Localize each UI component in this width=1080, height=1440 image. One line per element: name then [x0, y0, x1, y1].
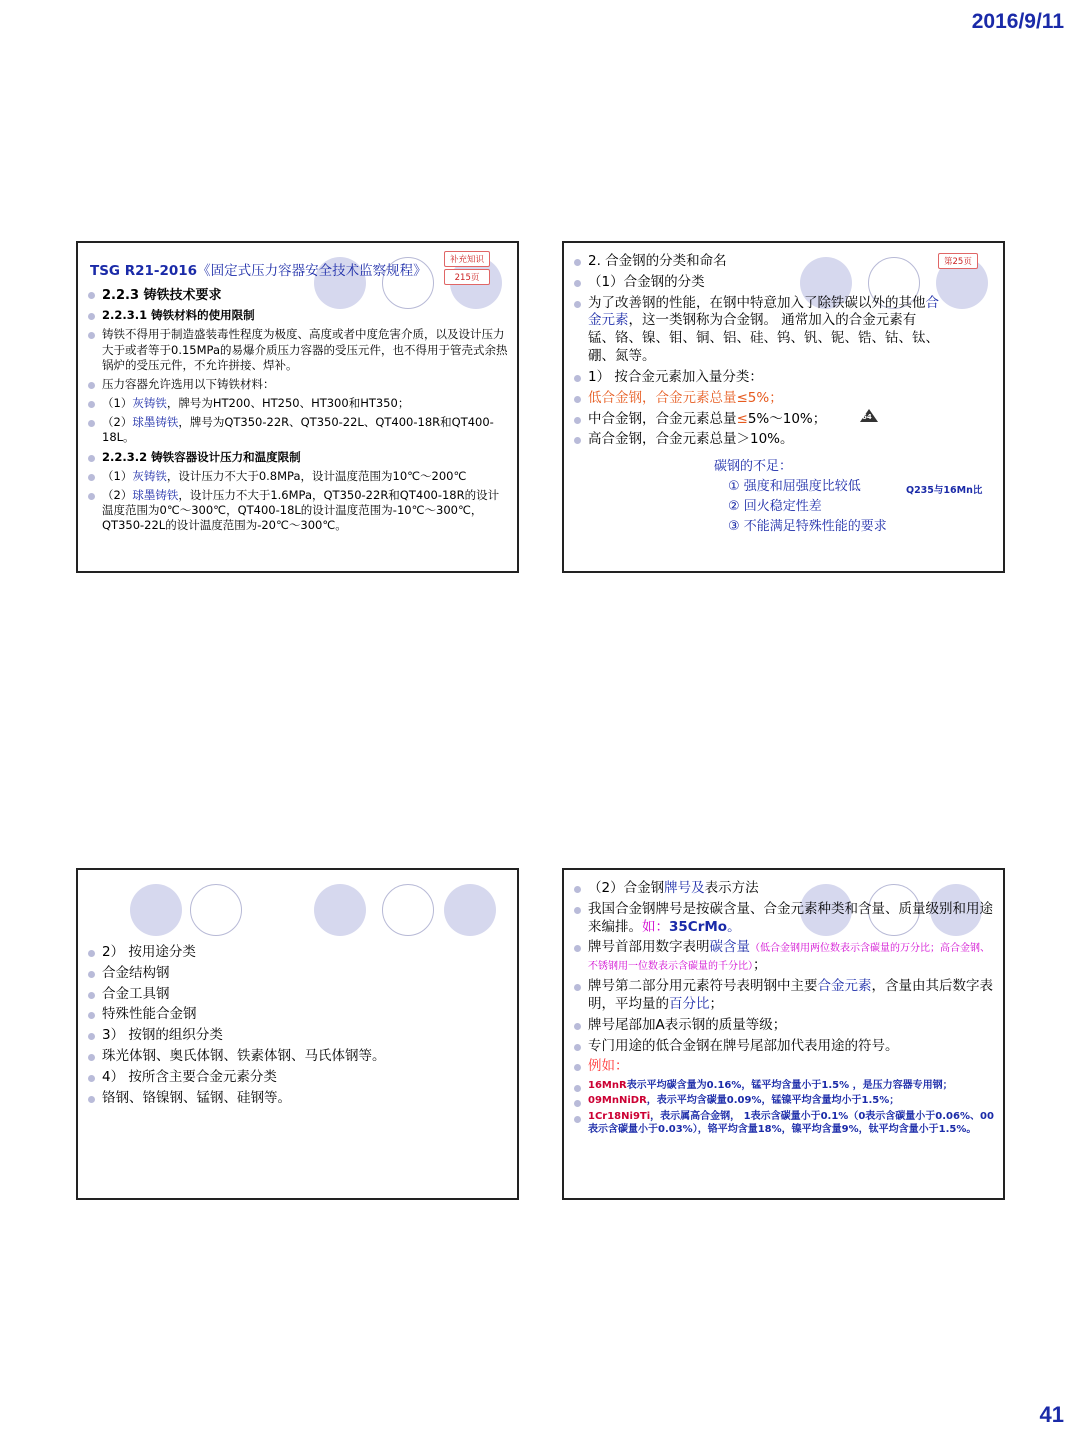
highlight-term: 百分比	[669, 995, 710, 1012]
text-run: 中合金钢，合金元素总量	[588, 410, 737, 427]
bullet-item	[86, 287, 509, 304]
highlight-term: 牌号及	[664, 880, 705, 896]
deco-circle	[190, 884, 242, 936]
example-item	[572, 1094, 995, 1107]
bullet-item	[572, 978, 995, 1014]
slide-body	[572, 253, 943, 452]
text-run: （1）	[102, 468, 133, 483]
slide-grade-naming	[562, 868, 1005, 1200]
example-label: 如：	[642, 918, 669, 935]
text-run: ，牌号为HT200、HT250、HT300和HT350；	[166, 396, 410, 411]
bullet-item	[86, 944, 509, 962]
example-item	[572, 1110, 995, 1136]
highlight-term: 合金元素	[588, 294, 939, 329]
example-code: 16MnR	[588, 1080, 627, 1092]
bullet-item	[86, 1069, 509, 1087]
text-run: 。	[727, 918, 741, 935]
bullet-item	[572, 390, 943, 408]
text-run: ；	[753, 957, 767, 974]
date-header: 2016/9/11	[971, 10, 1064, 33]
stamp-page: 第25页	[938, 253, 978, 269]
text-run: 表示平均碳含量为0.16%，锰平均含量小于1.5% ，是压力容器专用钢；	[626, 1080, 953, 1092]
bullet-item	[86, 1006, 509, 1024]
slide-title: TSG R21-2016《固定式压力容器安全技术监察规程》	[90, 263, 427, 279]
text-run: 珠光体钢、奥氏体钢、铁素体钢、马氏体钢等。	[102, 1048, 386, 1065]
text-run: ，表示平均含碳量0.09%，锰镍平均含量均小于1.5%；	[646, 1095, 900, 1107]
highlight-term: 灰铸铁	[132, 468, 167, 483]
text-run: （1）合金钢的分类	[588, 273, 705, 290]
text-run: 铸铁不得用于制造盛装毒性程度为极度、高度或者中度危害介质，以及设计压力大于或者等于0.15MPa的易爆介质压力容器的受压元件，也不得用于管壳式余热锅炉的受压元件，不允许拼接、焊补。	[102, 327, 508, 372]
bullet-item	[572, 1038, 995, 1056]
text-run: （2）	[102, 415, 133, 430]
bullet-item	[86, 1090, 509, 1108]
example-code: 09MnNiDR	[588, 1095, 647, 1107]
deco-circle	[444, 884, 496, 936]
page-number: 41	[1039, 1402, 1064, 1427]
text-run: ；	[709, 995, 723, 1012]
highlight-term: 合金元素	[817, 978, 872, 995]
text-run: 为了改善钢的性能，在钢中特意加入了除铁碳以外的其他	[588, 294, 926, 311]
example-code: 1Cr18Ni9Ti	[588, 1110, 651, 1122]
note-item: ③ 不能满足特殊性能的要求	[728, 519, 887, 535]
bullet-item	[572, 253, 943, 271]
text-run: 压力容器允许选用以下铸铁材料：	[102, 376, 275, 391]
bullet-item	[572, 431, 943, 449]
page-stamp	[938, 253, 978, 269]
bullet-item	[86, 965, 509, 983]
slide-alloy-classification	[562, 241, 1005, 573]
slide-cast-iron	[76, 241, 519, 573]
bullet-item	[86, 1027, 509, 1045]
bullet-item	[86, 377, 509, 392]
note-title: 碳钢的不足：	[714, 459, 793, 474]
highlight-term: 碳含量	[709, 939, 750, 956]
bullet-item	[86, 327, 509, 373]
text-run: 低合金钢，合金元素总量≤5%；	[588, 389, 783, 406]
highlight-term: 球墨铸铁	[132, 487, 179, 502]
note-item: ① 强度和屈强度比较低	[728, 479, 861, 495]
text-run: 专门用途的低合金钢在牌号尾部加代表用途的符号。	[588, 1037, 899, 1054]
text-run: 3） 按钢的组织分类	[102, 1027, 223, 1044]
bullet-item	[572, 295, 943, 366]
bullet-item	[86, 488, 509, 534]
text-run: 牌号第二部分用元素符号表明钢中主要	[588, 978, 818, 995]
text-run: 铬钢、铬镍钢、锰钢、硅钢等。	[102, 1089, 291, 1106]
note-item: ② 回火稳定性差	[728, 499, 822, 515]
stamp-label: 补充知识	[444, 251, 490, 267]
bullet-item	[572, 1058, 995, 1076]
bullet-item	[572, 369, 943, 387]
text-run: 合金工具钢	[102, 985, 170, 1002]
text-run: 牌号尾部加A表示钢的质量等级；	[588, 1016, 787, 1033]
example-code: 35CrMo	[669, 918, 728, 935]
deco-circle	[382, 884, 434, 936]
note-side: Q235与16Mn比	[906, 485, 983, 496]
bullet-item	[572, 1017, 995, 1035]
text-run: ，这一类钢称为合金钢。 通常加入的合金元素有锰、铬、镍、钼、铜、铝、硅、钨、钒、铌、锆、钴、钛、硼、氮等。	[588, 312, 939, 365]
bullet-item	[86, 469, 509, 484]
bullet-item	[572, 901, 995, 937]
text-run: ，设计压力不大于1.6MPa，QT350-22R和QT400-18R的设计温度范围为0℃～300℃，QT400-18L的设计温度范围为-10℃～300℃，QT350-22L的设计温度范围为-20℃～300℃。	[102, 487, 500, 533]
text-run: 2.2.3 铸铁技术要求	[102, 288, 222, 303]
bullet-item	[86, 415, 509, 445]
text-run: ，含量由其后数字表明，平均量的	[588, 978, 993, 1012]
text-run: 特殊性能合金钢	[102, 1006, 197, 1023]
bullet-item	[572, 880, 995, 898]
slide-body	[86, 944, 509, 1111]
small-note: （低合金钢用两位数表示含碳量的万分比；高合金钢、不锈钢用一位数表示含碳量的千分比）	[588, 943, 990, 973]
text-run: 牌号首部用数字表明	[588, 939, 710, 956]
text-run: 4） 按所含主要合金元素分类	[102, 1068, 277, 1085]
slide-usage-classification	[76, 868, 519, 1200]
highlight-term: 球墨铸铁	[132, 415, 179, 430]
deco-circle	[130, 884, 182, 936]
deco-circle	[314, 884, 366, 936]
slide-body	[572, 880, 995, 1138]
bullet-item	[86, 986, 509, 1004]
bullet-item	[86, 1048, 509, 1066]
carbon-steel-note	[714, 457, 887, 538]
text-run: 我国合金钢牌号是按碳含量、合金元素种类和含量、质量级别和用途来编排。	[588, 900, 993, 935]
text-run: 5%～10%；	[747, 410, 827, 427]
stamp-page: 215页	[444, 269, 490, 285]
triangle-label: 64	[862, 413, 872, 421]
bullet-item	[572, 411, 943, 429]
text-run: 高合金钢，合金元素总量＞10%。	[588, 431, 794, 448]
bullet-item	[572, 939, 995, 975]
bullet-item	[86, 308, 509, 323]
highlight-term: ≤	[736, 410, 748, 427]
bullet-item	[86, 396, 509, 411]
text-run: 2.2.3.1 铸铁材料的使用限制	[102, 308, 255, 323]
text-run: 2. 合金钢的分类和命名	[588, 253, 727, 269]
text-run: ，牌号为QT350-22R、QT350-22L、QT400-18R和QT400-18L。	[102, 415, 494, 445]
text-run: ，设计压力不大于0.8MPa，设计温度范围为10℃～200℃	[166, 468, 467, 483]
bullet-item	[86, 450, 509, 465]
text-run: 2） 按用途分类	[102, 944, 196, 960]
text-run: 表示方法	[704, 880, 759, 896]
bullet-item	[572, 274, 943, 292]
highlight-term: 灰铸铁	[132, 396, 167, 411]
text-run: （2）	[102, 487, 133, 502]
text-run: ，表示属高合金钢， 1表示含碳量小于0.1%（0表示含碳量小于0.06%、00表示含碳量小于0.03%），铬平均含量18%，镍平均含量9%，钛平均含量小于1.5%。	[588, 1110, 994, 1135]
text-run: （1）	[102, 396, 133, 411]
supplement-stamp	[444, 251, 490, 285]
text-run: 1） 按合金元素加入量分类：	[588, 368, 763, 385]
text-run: 例如：	[588, 1058, 629, 1075]
text-run: 合金结构钢	[102, 964, 170, 981]
slide-body	[86, 287, 509, 537]
text-run: （2）合金钢	[588, 880, 665, 896]
text-run: 2.2.3.2 铸铁容器设计压力和温度限制	[102, 449, 301, 464]
example-item	[572, 1079, 995, 1092]
